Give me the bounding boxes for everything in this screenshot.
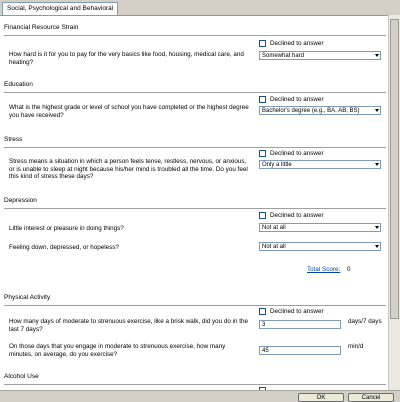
dropdown-arrow-icon[interactable]	[375, 109, 379, 112]
total-score-value: 0	[347, 266, 351, 273]
checkbox-icon[interactable]	[259, 150, 266, 157]
checkbox-icon[interactable]	[259, 308, 266, 315]
section-heading-financial: Financial Resource Strain	[4, 24, 79, 31]
dropdown-arrow-icon[interactable]	[375, 245, 379, 248]
question-education: What is the highest grade or level of school you have completed or the highest degree you have received?	[9, 104, 249, 119]
vertical-scrollbar[interactable]	[388, 15, 400, 390]
divider	[4, 384, 386, 385]
select-value: Bachelor's degree (e.g., BA, AB, BS)	[262, 108, 360, 114]
tab-social-psychological-behavioral[interactable]: Social, Psychological and Behavioral	[2, 2, 118, 15]
divider	[4, 35, 386, 36]
form-pane	[0, 15, 388, 390]
input-activity-days[interactable]: 3	[259, 320, 341, 329]
select-value: Only a little	[262, 162, 292, 168]
divider	[4, 92, 386, 93]
input-activity-minutes[interactable]: 45	[259, 346, 341, 355]
section-heading-alcohol: Alcohol Use	[4, 373, 39, 380]
declined-label: Declined to answer	[270, 308, 324, 315]
dropdown-arrow-icon[interactable]	[375, 226, 379, 229]
select-financial-strain[interactable]	[259, 51, 381, 60]
section-heading-physical-activity: Physical Activity	[4, 294, 51, 301]
unit-minutes: min/d	[348, 343, 364, 350]
declined-label: Declined to answer	[270, 212, 324, 219]
checkbox-icon[interactable]	[259, 96, 266, 103]
declined-checkbox-depression[interactable]	[259, 211, 324, 220]
declined-label: Declined to answer	[270, 40, 324, 47]
cancel-button[interactable]: Cancel	[348, 393, 394, 402]
declined-checkbox-activity[interactable]	[259, 307, 324, 316]
select-stress-level[interactable]	[259, 160, 381, 169]
section-heading-depression: Depression	[4, 197, 37, 204]
checkbox-icon[interactable]	[259, 40, 266, 47]
question-stress: Stress means a situation in which a person feels tense, restless, nervous, or anxious, or is unable to sleep at night because his/her mind is troubled all the time. Do you feel this kind of stress these days?	[9, 158, 248, 180]
declined-checkbox-education[interactable]	[259, 95, 324, 104]
section-heading-stress: Stress	[4, 136, 23, 143]
select-depression-hopeless[interactable]	[259, 242, 381, 251]
question-depression-interest: Little interest or pleasure in doing things?	[9, 225, 124, 232]
question-depression-hopeless: Feeling down, depressed, or hopeless?	[9, 244, 119, 251]
divider	[4, 208, 386, 209]
section-heading-education: Education	[4, 81, 33, 88]
declined-label: Declined to answer	[270, 150, 324, 157]
declined-checkbox-financial[interactable]	[259, 39, 324, 48]
divider	[4, 147, 386, 148]
question-activity-days: How many days of moderate to strenuous exercise, like a brisk walk, did you do in the last 7 days?	[9, 318, 249, 333]
total-score-link[interactable]: Total Score:	[307, 266, 341, 273]
dropdown-arrow-icon[interactable]	[375, 163, 379, 166]
question-financial: How hard is it for you to pay for the very basics like food, housing, medical care, and heating?	[9, 51, 244, 66]
unit-days: days/7 days	[348, 318, 382, 325]
select-value: Not at all	[262, 225, 286, 231]
question-activity-minutes: On those days that you engage in moderate to strenuous exercise, how many minutes, on average, do you exercise?	[9, 343, 226, 358]
declined-label: Declined to answer	[270, 96, 324, 103]
tab-bar	[0, 0, 400, 16]
ok-button[interactable]: OK	[298, 393, 344, 402]
select-depression-interest[interactable]	[259, 223, 381, 232]
scrollbar-thumb[interactable]	[390, 19, 399, 319]
divider	[4, 305, 386, 306]
declined-checkbox-stress[interactable]	[259, 149, 324, 158]
select-value: Not at all	[262, 244, 286, 250]
button-bar	[0, 390, 400, 400]
checkbox-icon[interactable]	[259, 212, 266, 219]
dropdown-arrow-icon[interactable]	[375, 54, 379, 57]
select-value: Somewhat hard	[262, 53, 305, 59]
select-education-level[interactable]	[259, 106, 381, 115]
